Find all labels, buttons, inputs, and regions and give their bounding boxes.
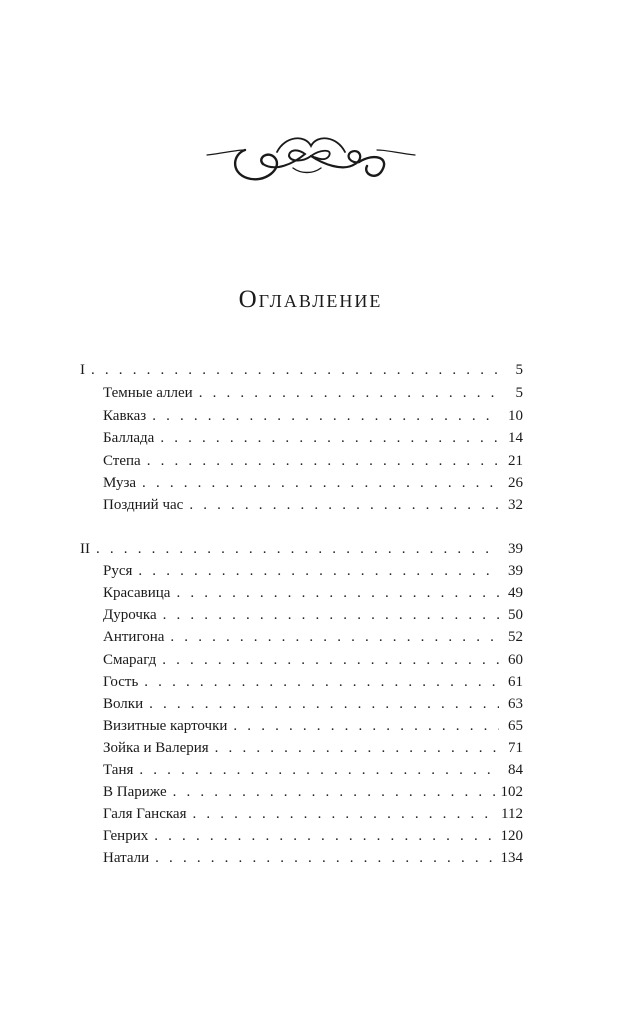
toc-entry[interactable] [103, 560, 523, 582]
toc-entry-label: Руся [103, 563, 133, 579]
toc-leader-dots [138, 560, 499, 582]
toc-entry[interactable] [103, 847, 523, 869]
toc-page-number: 49 [508, 585, 523, 601]
toc-entry-label: Баллада [103, 430, 155, 446]
toc-leader-dots [152, 405, 499, 427]
toc-entry[interactable] [103, 803, 523, 825]
toc-entry-label: Галя Ганская [103, 806, 187, 822]
toc-entry-label: Волки [103, 696, 144, 712]
toc-entry[interactable] [103, 626, 523, 648]
toc-entry[interactable] [103, 494, 523, 516]
toc-page-number: 61 [508, 674, 523, 690]
toc-entry-label: В Париже [103, 784, 167, 800]
toc-leader-dots [192, 803, 495, 825]
toc-page-number: 39 [508, 541, 523, 557]
toc-leader-dots [233, 715, 499, 737]
toc-page-number: 5 [515, 362, 523, 378]
toc-entry-label: Зойка и Валерия [103, 740, 209, 756]
toc-leader-dots [163, 604, 499, 626]
toc-entry[interactable] [103, 582, 523, 604]
toc-entry-label: Муза [103, 475, 137, 491]
toc-page-number: 5 [515, 385, 523, 401]
toc-entry-label: Гость [103, 674, 139, 690]
toc-entry-label: Степа [103, 453, 141, 469]
toc-page-number: 65 [508, 718, 523, 734]
toc-entry[interactable] [103, 427, 523, 449]
toc-section-1[interactable] [80, 359, 523, 381]
toc-page-number: 134 [500, 850, 523, 866]
toc-page-number: 39 [508, 563, 523, 579]
toc-page-number: 112 [501, 806, 523, 822]
toc-entry-label: Визитные карточки [103, 718, 228, 734]
toc-entry-label: Поздний час [103, 497, 184, 513]
toc-page-number: 84 [508, 762, 523, 778]
toc-leader-dots [170, 626, 499, 648]
toc-entry[interactable] [103, 382, 523, 404]
toc-section-2[interactable] [80, 538, 523, 560]
page-title: Оглавление [238, 286, 383, 313]
toc-leader-dots [142, 472, 499, 494]
toc-section-label: I [80, 362, 85, 378]
toc-leader-dots [199, 382, 499, 404]
toc-entry[interactable] [103, 472, 523, 494]
toc-entry-label: Кавказ [103, 408, 147, 424]
toc-entry-label: Дурочка [103, 607, 157, 623]
toc-leader-dots [176, 582, 499, 604]
toc-entry-label: Таня [103, 762, 134, 778]
toc-entry[interactable] [103, 715, 523, 737]
toc-leader-dots [149, 693, 499, 715]
toc-entry-label: Генрих [103, 828, 149, 844]
toc-leader-dots [162, 649, 499, 671]
toc-leader-dots [215, 737, 499, 759]
toc-entry[interactable] [103, 604, 523, 626]
toc-page-number: 120 [500, 828, 523, 844]
flourish-ornament-icon [205, 128, 417, 188]
toc-leader-dots [147, 450, 499, 472]
toc-entry[interactable] [103, 405, 523, 427]
toc-page-number: 32 [508, 497, 523, 513]
toc-page-number: 52 [508, 629, 523, 645]
toc-entry[interactable] [103, 759, 523, 781]
toc-section-label: II [80, 541, 90, 557]
toc-page-number: 60 [508, 652, 523, 668]
toc-leader-dots [160, 427, 499, 449]
toc-page-number: 14 [508, 430, 523, 446]
toc-entry-label: Антигона [103, 629, 165, 645]
toc-page-number: 10 [508, 408, 523, 424]
toc-leader-dots [189, 494, 499, 516]
toc-leader-dots [144, 671, 499, 693]
toc-entry[interactable] [103, 649, 523, 671]
toc-entry[interactable] [103, 693, 523, 715]
toc-page-number: 63 [508, 696, 523, 712]
toc-entry[interactable] [103, 825, 523, 847]
toc-entry[interactable] [103, 671, 523, 693]
toc-page-number: 71 [508, 740, 523, 756]
toc-leader-dots [154, 825, 494, 847]
toc-leader-dots [91, 359, 499, 381]
toc-page-number: 21 [508, 453, 523, 469]
toc-entry-label: Красавица [103, 585, 171, 601]
toc-page-number: 102 [500, 784, 523, 800]
toc-entry-label: Темные аллеи [103, 385, 193, 401]
toc-entry-label: Смарагд [103, 652, 157, 668]
toc-page-number: 26 [508, 475, 523, 491]
toc-entry[interactable] [103, 737, 523, 759]
toc-leader-dots [139, 759, 499, 781]
toc-leader-dots [173, 781, 495, 803]
toc-leader-dots [155, 847, 494, 869]
toc-entry-label: Натали [103, 850, 150, 866]
toc-entry[interactable] [103, 781, 523, 803]
toc-leader-dots [96, 538, 499, 560]
toc-entry[interactable] [103, 450, 523, 472]
toc-page-number: 50 [508, 607, 523, 623]
